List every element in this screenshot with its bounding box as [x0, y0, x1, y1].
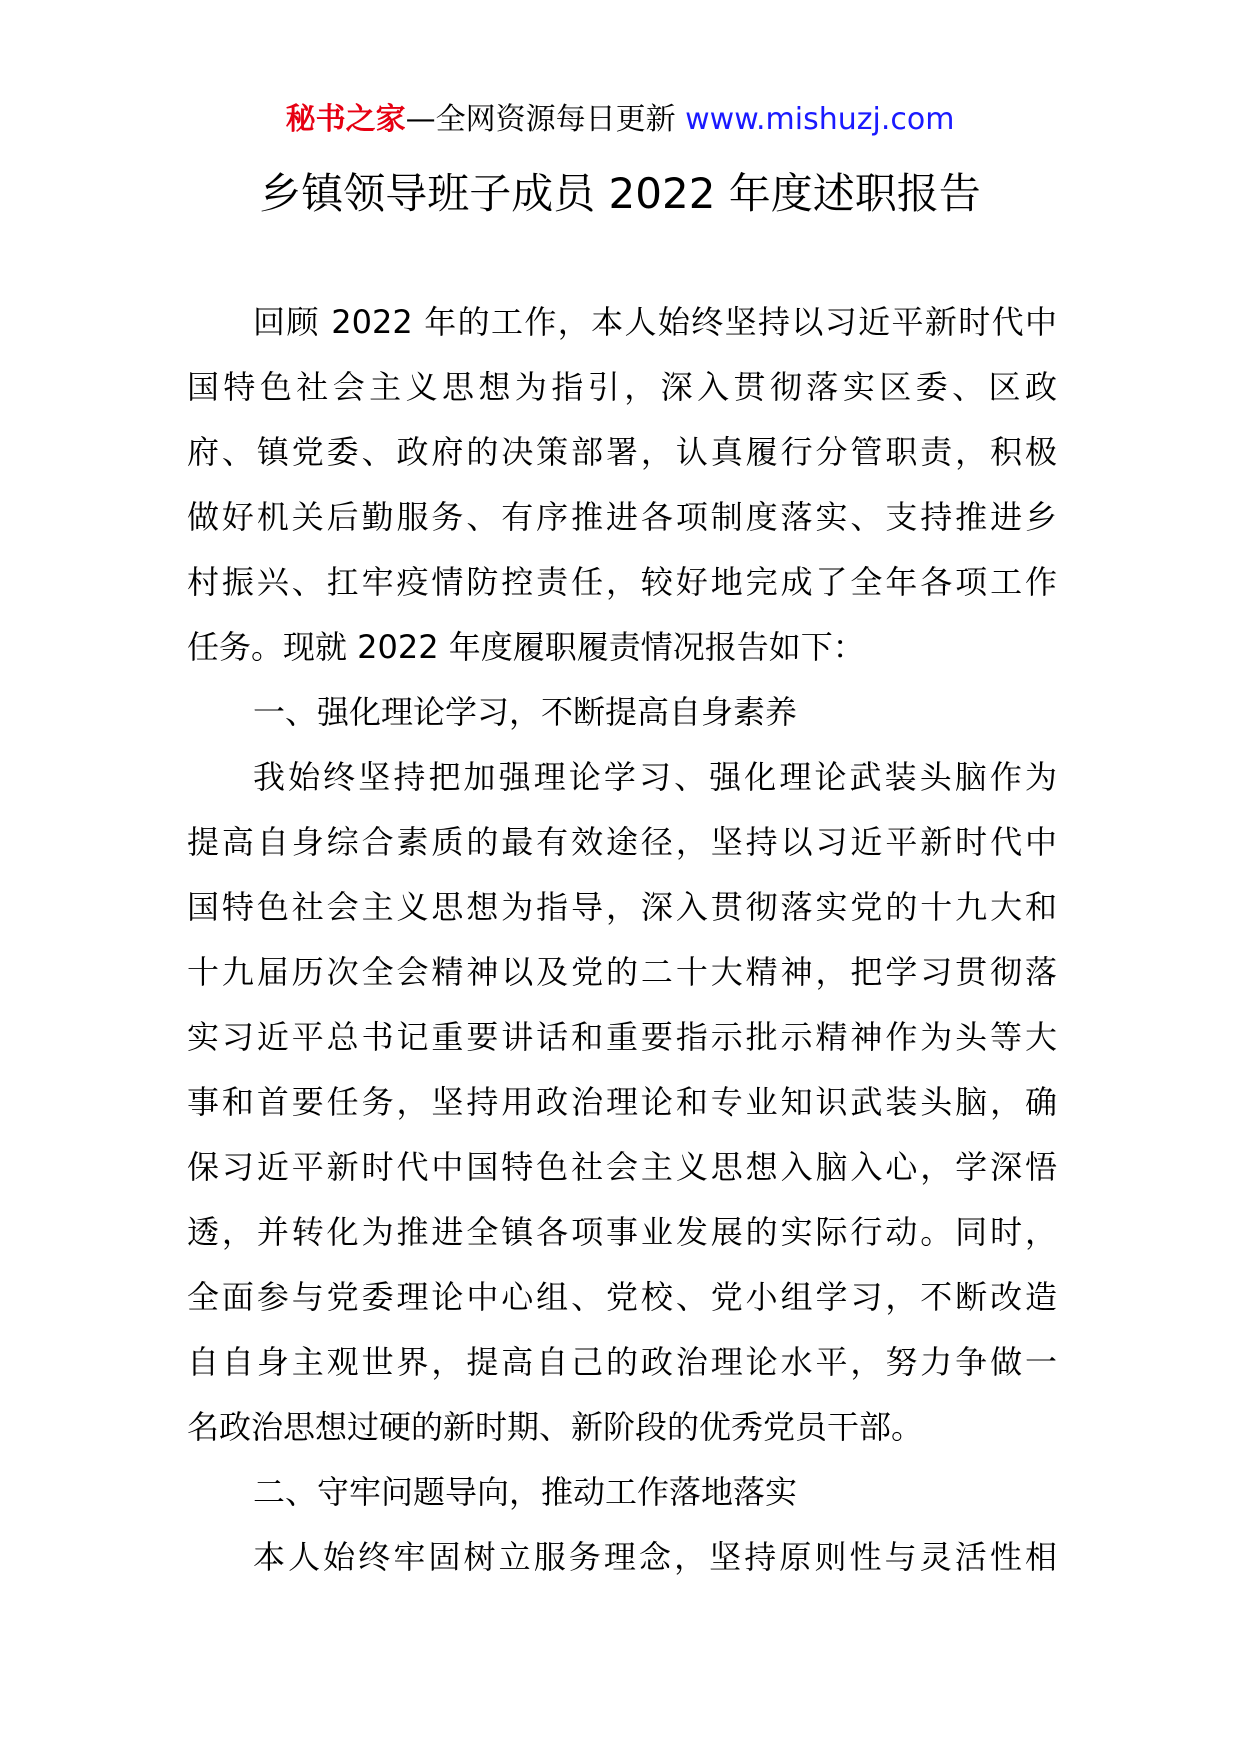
text-line: 全面参与党委理论中心组、党校、党小组学习，不断改造: [187, 1278, 1057, 1316]
text-line: 我始终坚持把加强理论学习、强化理论武装头脑作为: [253, 758, 1057, 796]
text-line: 国特色社会主义思想为指引，深入贯彻落实区委、区政: [187, 368, 1057, 406]
section-1-paragraph: [187, 745, 1057, 1460]
text-line: 国特色社会主义思想为指导，深入贯彻落实党的十九大和: [187, 888, 1057, 926]
text-line: 本人始终牢固树立服务理念，坚持原则性与灵活性相: [253, 1538, 1057, 1576]
header-tagline: —全网资源每日更新: [405, 102, 676, 137]
text-line: 事和首要任务，坚持用政治理论和专业知识武装头脑，确: [187, 1083, 1057, 1121]
brand-name: 秘书之家: [285, 102, 406, 137]
site-url-link[interactable]: www.mishuzj.com: [685, 102, 955, 137]
text-line: 名政治思想过硬的新时期、新阶段的优秀党员干部。: [187, 1408, 924, 1446]
intro-paragraph: [187, 290, 1057, 680]
text-line: 透，并转化为推进全镇各项事业发展的实际行动。同时，: [187, 1213, 1057, 1251]
site-header: [0, 98, 1240, 142]
text-line: 自自身主观世界，提高自己的政治理论水平，努力争做一: [187, 1343, 1057, 1381]
section-2-heading: [187, 1460, 1057, 1525]
heading-text: 一、强化理论学习，不断提高自身素养: [253, 693, 798, 731]
text-line: 做好机关后勤服务、有序推进各项制度落实、支持推进乡: [187, 498, 1057, 536]
section-2-paragraph: [187, 1525, 1057, 1590]
text-line: 任务。现就 2022 年度履职履责情况报告如下：: [187, 628, 865, 666]
text-line: 实习近平总书记重要讲话和重要指示批示精神作为头等大: [187, 1018, 1057, 1056]
text-line: 保习近平新时代中国特色社会主义思想入脑入心，学深悟: [187, 1148, 1057, 1186]
text-line: 提高自身综合素质的最有效途径，坚持以习近平新时代中: [187, 823, 1057, 861]
text-line: 府、镇党委、政府的决策部署，认真履行分管职责，积极: [187, 433, 1057, 471]
document-title: 乡镇领导班子成员 2022 年度述职报告: [259, 169, 981, 218]
text-line: 十九届历次全会精神以及党的二十大精神，把学习贯彻落: [187, 953, 1057, 991]
document-body: [187, 290, 1057, 1590]
text-line: 村振兴、扛牢疫情防控责任，较好地完成了全年各项工作: [187, 563, 1057, 601]
text-line: 回顾 2022 年的工作，本人始终坚持以习近平新时代中: [253, 303, 1057, 341]
section-1-heading: [187, 680, 1057, 745]
heading-text: 二、守牢问题导向，推动工作落地落实: [253, 1473, 798, 1511]
